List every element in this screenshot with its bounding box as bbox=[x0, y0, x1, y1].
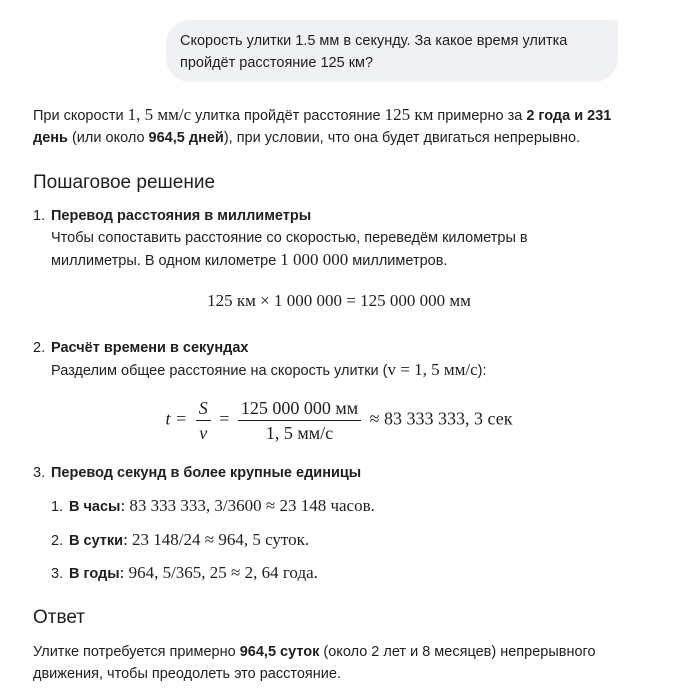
formula-result: ≈ 83 333 333, 3 сек bbox=[369, 408, 513, 429]
section-heading-answer: Ответ bbox=[33, 607, 85, 628]
formula-conversion: 125 км × 1 000 000 = 125 000 000 мм bbox=[207, 291, 471, 310]
intro-text: улитка пройдёт расстояние bbox=[191, 108, 385, 124]
intro-bold-days: 964,5 дней bbox=[148, 130, 224, 146]
sub-item-math: : 964, 5/365, 25 ≈ 2, 64 года. bbox=[119, 563, 318, 582]
step-title-text: Перевод секунд в более крупные единицы bbox=[51, 465, 362, 481]
fraction-denominator: v bbox=[199, 423, 208, 443]
section-heading-solution: Пошаговое решение bbox=[33, 172, 216, 193]
intro-text: При скорости bbox=[33, 108, 128, 124]
inline-math: v = 1, 5 мм/с bbox=[387, 360, 478, 379]
fraction-numerator: 125 000 000 мм bbox=[238, 397, 361, 421]
sub-item-years bbox=[51, 562, 318, 585]
step-number: 2. bbox=[33, 340, 46, 356]
user-message-line: пройдёт расстояние 125 км? bbox=[180, 55, 374, 71]
step-body-text: Разделим общее расстояние на скорость улитки ( bbox=[51, 363, 388, 379]
sub-item-hours bbox=[51, 495, 375, 518]
intro-text: (или около bbox=[67, 130, 149, 146]
sub-item-math: : 83 333 333, 3/3600 ≈ 23 148 часов. bbox=[120, 496, 375, 515]
step-number: 3. bbox=[33, 465, 46, 481]
answer-bold-days: 964,5 суток bbox=[239, 644, 320, 660]
sub-item-math: : 23 148/24 ≈ 964, 5 суток. bbox=[123, 530, 310, 549]
fraction-s-over-v bbox=[196, 397, 211, 444]
fraction-denominator: 1, 5 мм/с bbox=[265, 423, 334, 443]
answer-paragraph bbox=[33, 641, 633, 685]
step-body-text: миллиметры. В одном километре bbox=[51, 253, 281, 269]
intro-text: примерно за bbox=[433, 108, 527, 124]
step-3-title bbox=[33, 462, 361, 484]
sub-item-label: В годы bbox=[69, 566, 120, 582]
sub-item-label: В сутки bbox=[69, 533, 124, 549]
step-body-text: миллиметров. bbox=[348, 253, 448, 269]
sub-item-days bbox=[51, 529, 309, 552]
step-body-line: Чтобы сопоставить расстояние со скоростью, переведём километры в bbox=[51, 230, 528, 246]
step-1-title bbox=[33, 205, 311, 227]
step-2-body bbox=[51, 359, 611, 382]
step-1-body bbox=[51, 227, 611, 272]
step-title-text: Перевод расстояния в миллиметры bbox=[51, 208, 312, 224]
inline-math: 1 000 000 bbox=[280, 250, 349, 269]
sub-item-number: 2. bbox=[51, 533, 64, 549]
step-2-title bbox=[33, 337, 248, 359]
sub-item-label: В часы bbox=[69, 499, 121, 515]
answer-text: Улитке потребуется примерно bbox=[33, 644, 240, 660]
fraction-numerator: S bbox=[196, 397, 211, 421]
intro-bold-duration: 2 года и 231 bbox=[526, 108, 612, 124]
intro-math-speed: 1, 5 мм/с bbox=[127, 105, 192, 124]
formula-lhs: t = bbox=[165, 408, 188, 429]
step-body-line bbox=[51, 249, 611, 272]
equals-sign: = bbox=[219, 408, 230, 429]
sub-item-number: 3. bbox=[51, 566, 64, 582]
answer-text: движения, чтобы преодолеть это расстояние. bbox=[33, 666, 341, 682]
step-body-text: ): bbox=[477, 363, 487, 379]
intro-text: ), при условии, что она будет двигаться непрерывно. bbox=[223, 130, 581, 146]
formula-time bbox=[0, 397, 678, 444]
step-number: 1. bbox=[33, 208, 46, 224]
sub-item-number: 1. bbox=[51, 499, 64, 515]
intro-paragraph bbox=[33, 104, 633, 149]
user-message-bubble bbox=[166, 20, 618, 82]
answer-text: (около 2 лет и 8 месяцев) непрерывного bbox=[319, 644, 596, 660]
user-message-line: Скорость улитки 1.5 мм в секунду. За какое время улитка bbox=[180, 33, 568, 49]
step-title-text: Расчёт времени в секундах bbox=[51, 340, 249, 356]
intro-bold-duration: день bbox=[33, 130, 68, 146]
fraction-distance-over-speed bbox=[238, 397, 361, 444]
intro-math-distance: 125 км bbox=[384, 105, 434, 124]
